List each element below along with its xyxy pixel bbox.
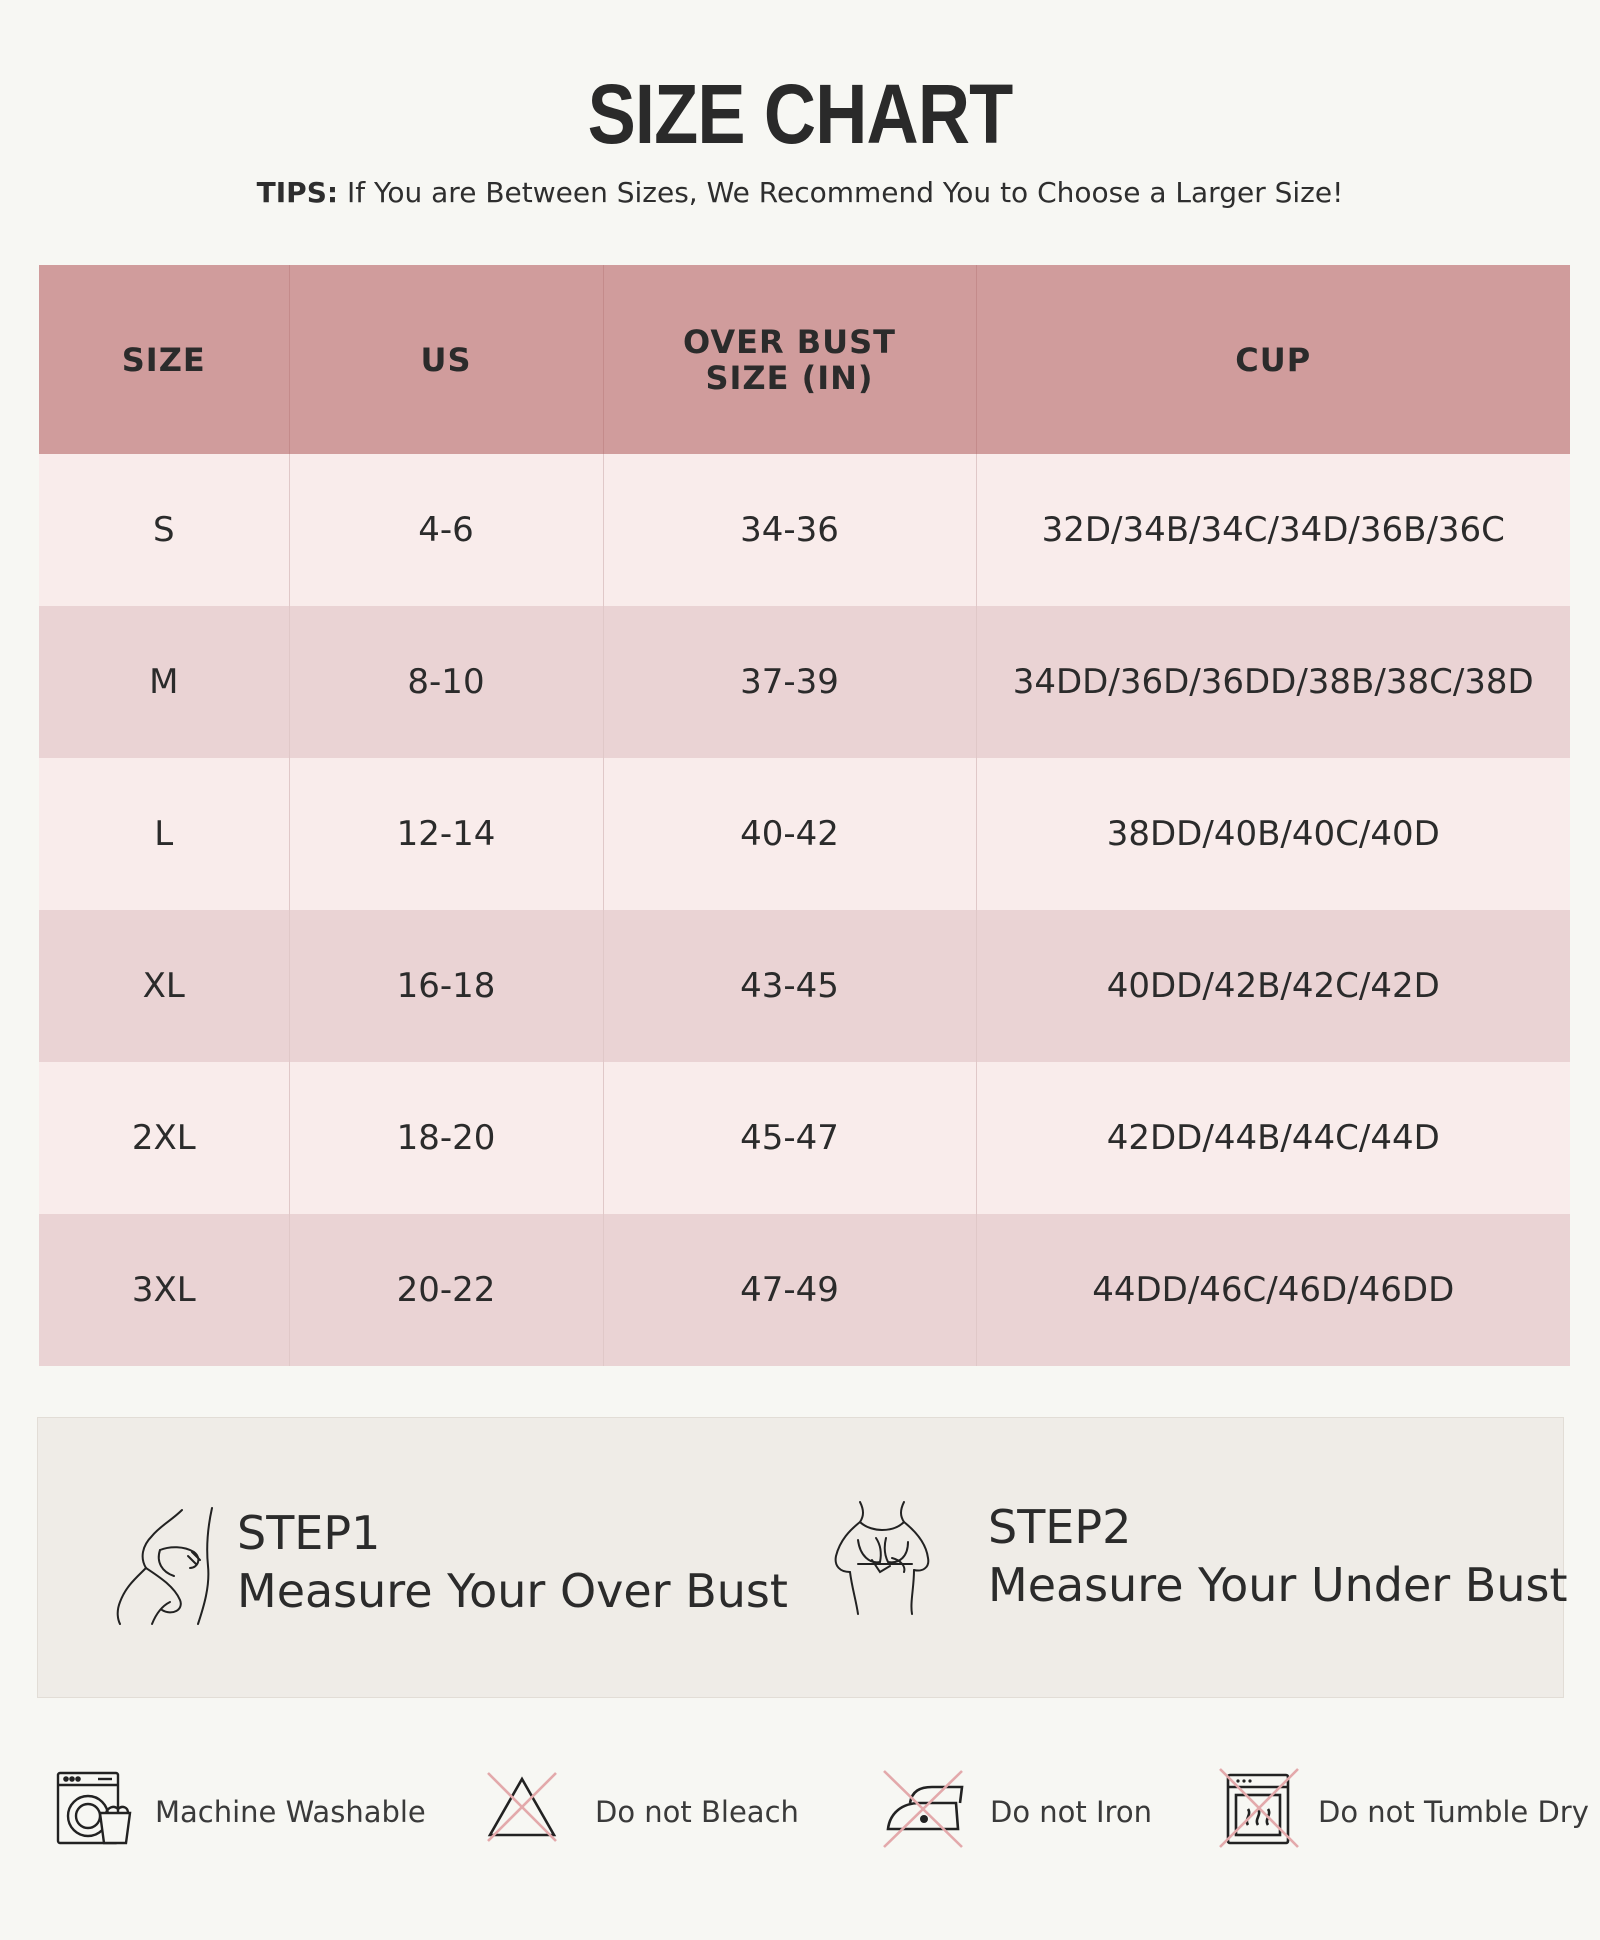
no-tumble-dry-icon xyxy=(1216,1765,1302,1855)
step-1-description: Measure Your Over Bust xyxy=(237,1564,788,1618)
header-us: US xyxy=(289,265,603,454)
step-2-title: STEP2 xyxy=(988,1500,1132,1554)
cell-cup: 40DD/42B/42C/42D xyxy=(976,910,1570,1062)
cell-size: L xyxy=(39,758,289,910)
cell-over-bust: 43-45 xyxy=(603,910,976,1062)
measure-steps-panel xyxy=(37,1417,1568,1698)
cell-size: 3XL xyxy=(39,1214,289,1366)
care-label: Do not Tumble Dry xyxy=(1318,1795,1589,1829)
care-item-machine-washable xyxy=(54,1765,434,1865)
tips-line xyxy=(0,176,1600,209)
table-row xyxy=(39,1062,1570,1214)
cell-cup: 42DD/44B/44C/44D xyxy=(976,1062,1570,1214)
table-row xyxy=(39,1214,1570,1366)
table-row xyxy=(39,758,1570,910)
no-bleach-icon xyxy=(484,1769,560,1849)
cell-us: 20-22 xyxy=(289,1214,603,1366)
step-1-title: STEP1 xyxy=(237,1506,381,1560)
cell-size: 2XL xyxy=(39,1062,289,1214)
care-label: Do not Bleach xyxy=(595,1795,799,1829)
cell-over-bust: 47-49 xyxy=(603,1214,976,1366)
no-iron-icon xyxy=(880,1769,966,1853)
cell-us: 16-18 xyxy=(289,910,603,1062)
cell-over-bust: 34-36 xyxy=(603,454,976,606)
care-item-no-tumble-dry xyxy=(1216,1765,1589,1865)
header-cup: CUP xyxy=(976,265,1570,454)
cell-us: 8-10 xyxy=(289,606,603,758)
cell-us: 12-14 xyxy=(289,758,603,910)
cell-us: 18-20 xyxy=(289,1062,603,1214)
cell-size: S xyxy=(39,454,289,606)
over-bust-measure-icon xyxy=(112,1506,222,1630)
table-header-row xyxy=(39,265,1570,454)
step-2 xyxy=(798,1418,1568,1699)
step-1 xyxy=(38,1418,798,1699)
cell-over-bust: 40-42 xyxy=(603,758,976,910)
header-over-bust: OVER BUST SIZE (IN) xyxy=(603,265,976,454)
washing-machine-icon xyxy=(54,1769,136,1853)
cell-over-bust: 37-39 xyxy=(603,606,976,758)
cell-over-bust: 45-47 xyxy=(603,1062,976,1214)
care-label: Do not Iron xyxy=(990,1795,1152,1829)
cell-cup: 44DD/46C/46D/46DD xyxy=(976,1214,1570,1366)
header-size: SIZE xyxy=(39,265,289,454)
cell-size: XL xyxy=(39,910,289,1062)
cell-cup: 34DD/36D/36DD/38B/38C/38D xyxy=(976,606,1570,758)
cell-cup: 38DD/40B/40C/40D xyxy=(976,758,1570,910)
care-item-no-bleach xyxy=(484,1765,814,1865)
cell-size: M xyxy=(39,606,289,758)
table-row xyxy=(39,910,1570,1062)
care-label: Machine Washable xyxy=(155,1795,426,1829)
under-bust-measure-icon xyxy=(830,1500,934,1620)
cell-cup: 32D/34B/34C/34D/36B/36C xyxy=(976,454,1570,606)
cell-us: 4-6 xyxy=(289,454,603,606)
care-item-no-iron xyxy=(880,1765,1180,1865)
table-row xyxy=(39,606,1570,758)
tips-text: If You are Between Sizes, We Recommend You to Choose a Larger Size! xyxy=(338,176,1344,209)
table-row xyxy=(39,454,1570,606)
step-2-description: Measure Your Under Bust xyxy=(988,1558,1568,1612)
tips-label: TIPS: xyxy=(256,176,339,209)
page-title: SIZE CHART xyxy=(587,67,1013,161)
size-table xyxy=(39,265,1570,1366)
